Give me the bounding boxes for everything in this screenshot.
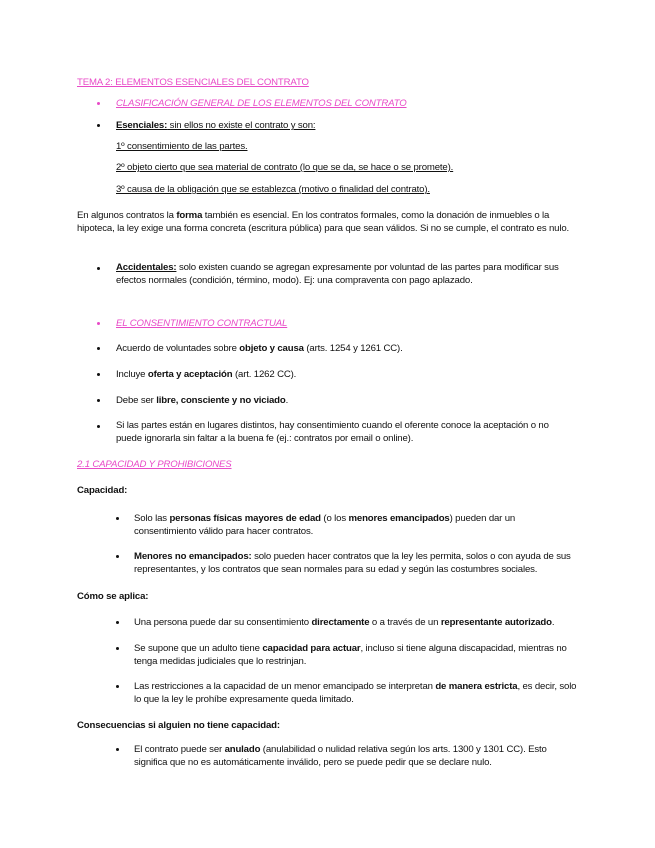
accidentales-label: Accidentales: [116, 262, 177, 273]
forma-text-a: En algunos contratos la [77, 210, 177, 221]
bullet-dot [97, 347, 100, 350]
text-bold: directamente [311, 617, 370, 628]
text: . [285, 395, 289, 406]
consecuencias-bullet-1 [134, 743, 574, 769]
text: Una persona puede dar su consentimiento [134, 617, 312, 628]
text: o a través de un [369, 617, 441, 628]
text-bold: oferta y aceptación [147, 369, 233, 380]
capacidad-bullet-1 [134, 512, 574, 538]
text: . [551, 617, 555, 628]
aplica-bullet-3 [134, 680, 579, 706]
subheading-consecuencias: Consecuencias si alguien no tiene capacidad: [77, 720, 280, 731]
text-bold: personas físicas mayores de edad [169, 513, 321, 524]
text: Se supone que un adulto tiene [134, 643, 263, 654]
subheading-capacidad: Capacidad: [77, 485, 128, 496]
text: , es decir, solo lo que la ley le prohíbe expresamente queda limitado. [134, 681, 577, 706]
bullet-dot [116, 647, 119, 650]
consent-bullet-3 [116, 394, 288, 407]
bullet-dot [97, 124, 100, 127]
text: Incluye [116, 369, 148, 380]
text: Las restricciones a la capacidad de un menor emancipado se interpretan [134, 681, 436, 692]
bullet-dot [97, 373, 100, 376]
bullet-dot [116, 621, 119, 624]
text-bold: libre, consciente y no viciado [156, 395, 286, 406]
esenciales-label: Esenciales: [116, 120, 168, 131]
consent-bullet-1 [116, 342, 403, 355]
bullet-dot [116, 555, 119, 558]
text-bold: capacidad para actuar [262, 643, 361, 654]
text-bold: Menores no emancipados: [134, 551, 252, 562]
forma-text-c: también es esencial. En los contratos formales, como la donación de inmuebles o la hipoteca, la ley exige una forma concreta (escritura pública) para que sean válidos. Si no se cumple, el contrato es nulo. [77, 210, 570, 235]
text: ) pueden dar un consentimiento válido para hacer contratos. [134, 513, 516, 538]
text: (anulabilidad o nulidad relativa según los arts. 1300 y 1301 CC). Esto significa que no es automáticamente inválido, pero se puede pedir que se declare nulo. [134, 744, 547, 769]
consent-bullet-4: Si las partes están en lugares distintos, hay consentimiento cuando el oferente conoce la aceptación o no puede ignorarla sin faltar a la buena fe (ej.: contratos por email o online). [116, 420, 549, 445]
text-bold: representante autorizado [440, 617, 552, 628]
forma-text-bold: forma [176, 210, 203, 221]
aplica-bullet-2 [134, 642, 574, 668]
text: (o los [320, 513, 349, 524]
text-bold: menores emancipados [348, 513, 450, 524]
text-bold: objeto y causa [239, 343, 304, 354]
text: Debe ser [116, 395, 157, 406]
esenciales-text: sin ellos no existe el contrato y son: [167, 120, 316, 131]
text: solo pueden hacer contratos que la ley les permita, solos o con ayuda de sus representantes, y los contratos que sean normales para su edad y según las costumbres sociales. [134, 551, 571, 576]
subheading-como-se-aplica: Cómo se aplica: [77, 591, 149, 602]
bullet-dot [97, 267, 100, 270]
bullet-dot [97, 322, 100, 325]
text: Solo las [134, 513, 170, 524]
accidentales-paragraph [116, 261, 581, 287]
esenciales-line [116, 119, 315, 132]
section-heading-capacidad: 2.1 CAPACIDAD Y PROHIBICIONES [77, 459, 232, 470]
text-bold: de manera estricta [435, 681, 518, 692]
document-title: TEMA 2: ELEMENTOS ESENCIALES DEL CONTRATO [77, 77, 309, 88]
esencial-item-3: 3º causa de la obligación que se establezca (motivo o finalidad del contrato). [116, 184, 430, 195]
bullet-dot [116, 685, 119, 688]
section-heading-consentimiento: EL CONSENTIMIENTO CONTRACTUAL [116, 318, 288, 329]
forma-paragraph [77, 209, 577, 235]
bullet-dot [97, 399, 100, 402]
accidentales-text: solo existen cuando se agregan expresamente por voluntad de las partes para modificar sus efectos normales (condición, término, modo). Ej: una compraventa con pago aplazado. [116, 262, 559, 287]
capacidad-bullet-2 [134, 550, 579, 576]
bullet-dot [116, 517, 119, 520]
bullet-dot [116, 748, 119, 751]
consent-bullet-2 [116, 368, 296, 381]
aplica-bullet-1 [134, 616, 554, 629]
text: (arts. 1254 y 1261 CC). [303, 343, 403, 354]
text: Acuerdo de voluntades sobre [116, 343, 240, 354]
text-bold: anulado [224, 744, 261, 755]
esencial-item-1: 1º consentimiento de las partes. [116, 141, 248, 152]
text: (art. 1262 CC). [232, 369, 297, 380]
text: El contrato puede ser [134, 744, 225, 755]
bullet-dot [97, 425, 100, 428]
bullet-dot [97, 102, 100, 105]
esencial-item-2: 2º objeto cierto que sea material de contrato (lo que se da, se hace o se promete). [116, 162, 454, 173]
text: , incluso si tiene alguna discapacidad, mientras no tenga medidas judiciales que lo restrinjan. [134, 643, 567, 668]
section-heading-clasificacion: CLASIFICACIÓN GENERAL DE LOS ELEMENTOS DEL CONTRATO [116, 98, 407, 109]
